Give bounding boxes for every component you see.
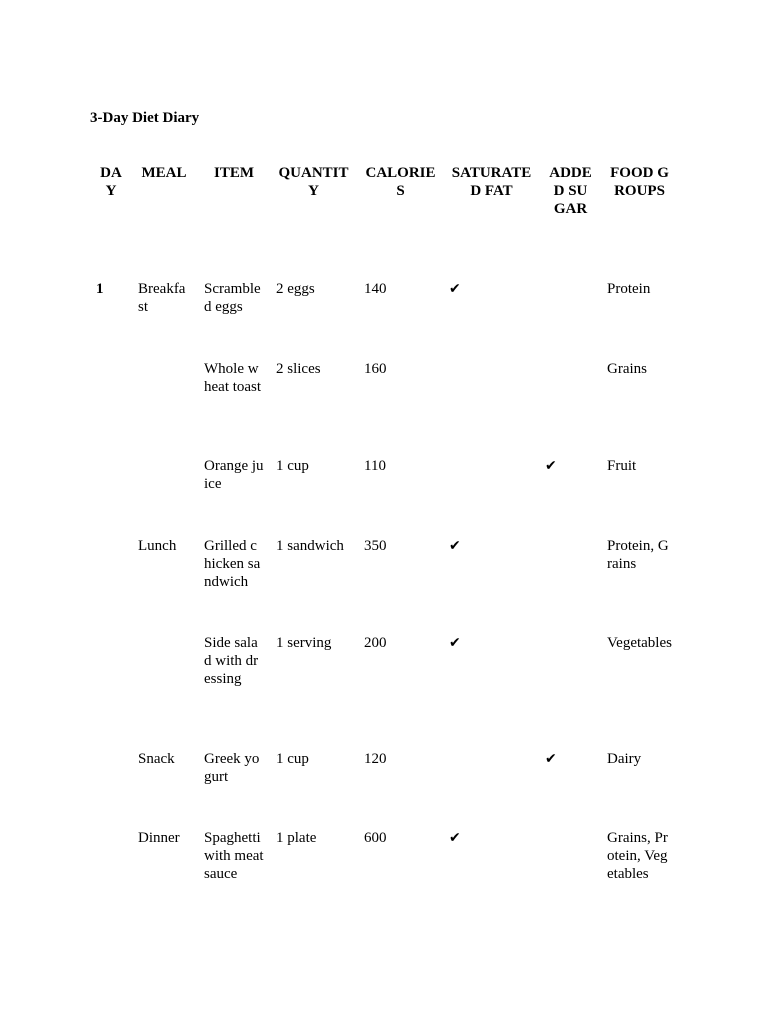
cell-item: Spaghetti with meat sauce <box>204 830 264 882</box>
cell-calories: 600 <box>364 830 387 846</box>
column-header-calories: CALORIES <box>365 165 436 199</box>
cell-food-groups: Grains, Protein, Vegetables <box>607 830 668 882</box>
cell-food-groups: Grains <box>607 361 647 377</box>
cell-calories: 350 <box>364 538 387 554</box>
cell-quantity: 2 eggs <box>276 281 315 297</box>
cell-calories: 140 <box>364 281 387 297</box>
column-header-food-groups: FOOD GROUPS <box>610 165 669 199</box>
cell-item: Grilled chicken sandwich <box>204 538 261 590</box>
cell-item: Scrambled eggs <box>204 281 261 315</box>
cell-calories: 120 <box>364 751 387 767</box>
cell-quantity: 1 sandwich <box>276 538 344 554</box>
cell-item: Side salad with dressing <box>204 635 259 687</box>
column-header-item: ITEM <box>213 165 254 181</box>
cell-item: Whole wheat toast <box>204 361 262 395</box>
column-header-meal: MEAL <box>141 165 187 181</box>
check-icon: ✔ <box>449 538 461 554</box>
column-header-added-sugar: ADDED SUGAR <box>549 165 592 217</box>
check-icon: ✔ <box>449 830 461 846</box>
check-icon: ✔ <box>545 751 557 767</box>
cell-item: Orange juice <box>204 458 264 492</box>
column-header-quantity: QUANTITY <box>278 165 349 199</box>
cell-calories: 110 <box>364 458 386 474</box>
cell-food-groups: Fruit <box>607 458 637 474</box>
check-icon: ✔ <box>545 458 557 474</box>
cell-day: 1 <box>96 281 104 297</box>
cell-quantity: 2 slices <box>276 361 321 377</box>
cell-food-groups: Dairy <box>607 751 642 767</box>
check-icon: ✔ <box>449 281 461 297</box>
cell-meal: Dinner <box>138 830 180 846</box>
cell-quantity: 1 cup <box>276 458 309 474</box>
cell-meal: Lunch <box>138 538 177 554</box>
cell-food-groups: Vegetables <box>607 635 672 651</box>
cell-food-groups: Protein <box>607 281 651 297</box>
cell-calories: 160 <box>364 361 387 377</box>
column-header-day: DAY <box>100 165 122 199</box>
cell-quantity: 1 plate <box>276 830 317 846</box>
cell-quantity: 1 serving <box>276 635 332 651</box>
cell-meal: Breakfast <box>138 281 186 315</box>
cell-item: Greek yogurt <box>204 751 260 785</box>
column-header-saturated-fat: SATURATED FAT <box>451 165 532 199</box>
cell-quantity: 1 cup <box>276 751 309 767</box>
cell-food-groups: Protein, Grains <box>607 538 669 572</box>
cell-meal: Snack <box>138 751 175 767</box>
document-title: 3-Day Diet Diary <box>90 110 200 126</box>
check-icon: ✔ <box>449 635 461 651</box>
cell-calories: 200 <box>364 635 387 651</box>
